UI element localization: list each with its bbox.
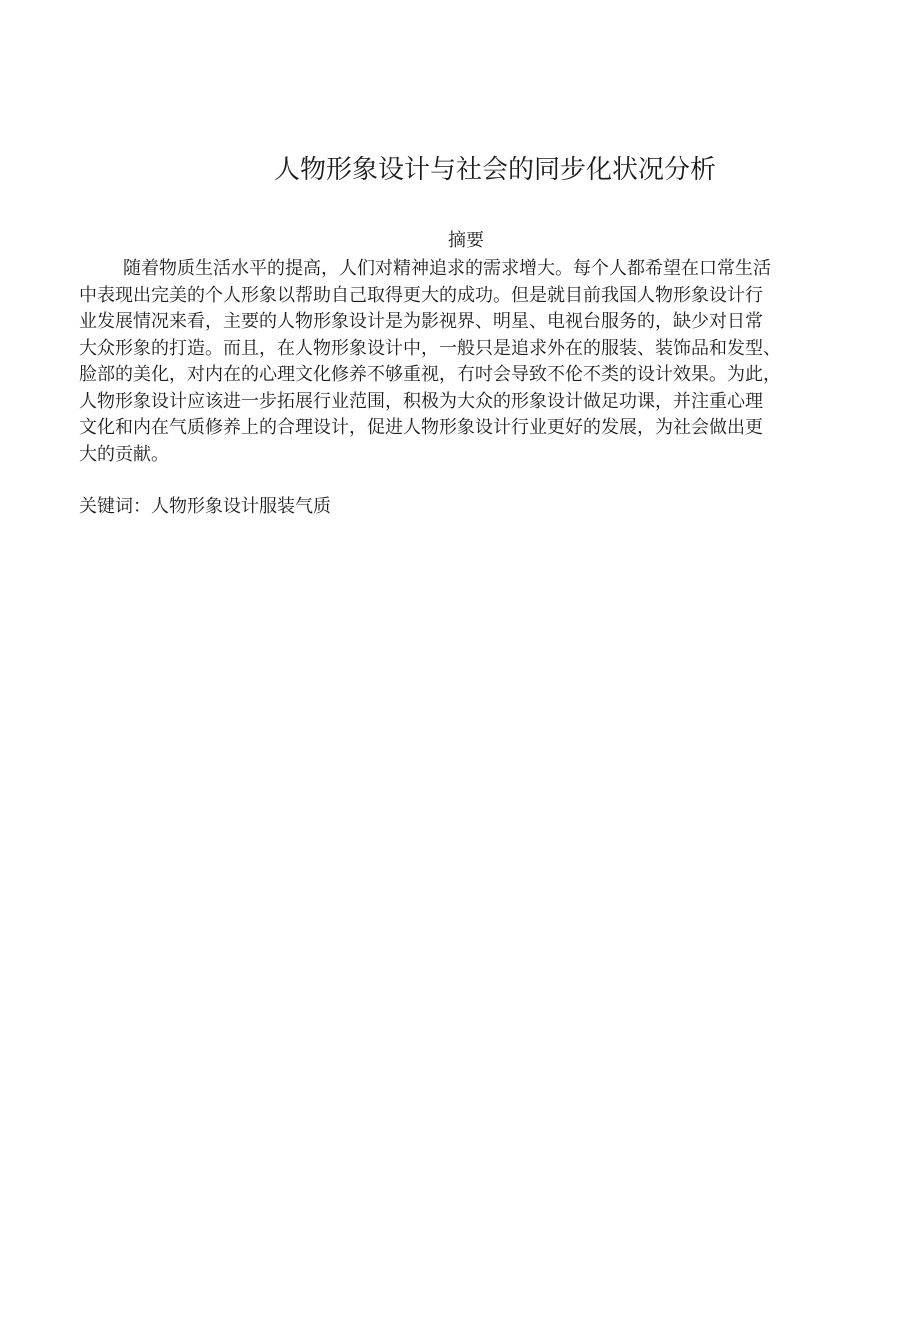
abstract-line: 文化和内在气质修养上的合理设计，促进人物形象设计行业更好的发展，为社会做出更 — [79, 417, 763, 438]
abstract-line: 脸部的美化，对内在的心理文化修养不够重视，冇吋会导致不伦不类的设计效果。为此， — [79, 364, 781, 385]
abstract-line: 随着物质生活水平的提高，人们对精神追求的需求增大。每个人都希望在口常生活 — [123, 258, 771, 279]
abstract-line: 业发展情况来看，主要的人物形象设计是为影视界、明星、电视台服务的，缺少对日常 — [79, 311, 763, 332]
abstract-heading: 摘要 — [448, 230, 484, 251]
abstract-body — [79, 256, 851, 468]
abstract-line: 人物形象设计应该进一步拓展行业范围，积极为大众的形象设计做足功课，并注重心理 — [79, 390, 763, 412]
abstract-line: 大众形象的打造。而且，在人物形象设计中，一般只是追求外在的服装、装饰品和发型、 — [79, 337, 781, 359]
abstract-line: 大的贡献。 — [79, 443, 169, 465]
abstract-line: 中表现出完美的个人形象以帮助自己取得更大的成功。但是就目前我国人物形象设计行 — [79, 284, 763, 306]
keywords-line: 关键词：人物形象设计服装气质 — [79, 496, 331, 517]
document-title: 人物形象设计与社会的同步化状况分析 — [273, 155, 716, 185]
